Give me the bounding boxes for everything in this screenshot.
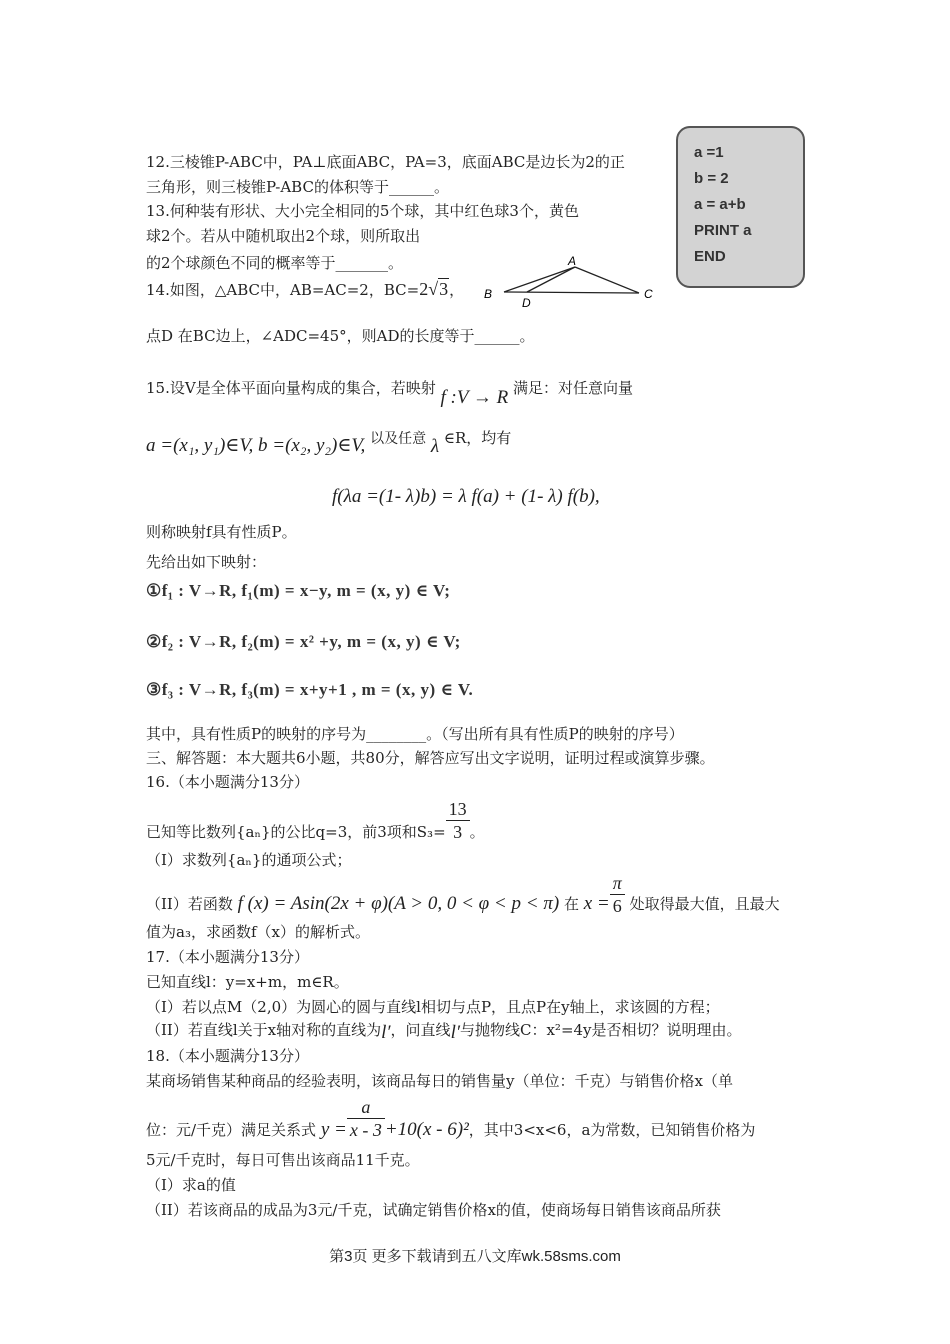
q18-line2-suffix: ，其中3<x<6，a为常数，已知销售价格为 — [468, 1120, 756, 1139]
q15-prefix: 15.设V是全体平面向量构成的集合，若映射 — [146, 379, 436, 397]
q15-line2 — [146, 428, 512, 457]
pi-numerator: π — [610, 874, 625, 895]
l-prime-1: l′ — [381, 1022, 391, 1043]
label-c: C — [644, 287, 653, 301]
map-3: ③f₃ : V→R, f₃(m) = x+y+1 , m = (x, y) ∈ V. — [146, 680, 474, 699]
triangle-figure — [476, 256, 666, 316]
q12-line2: 三角形，则三棱锥P-ABC的体积等于______。 — [146, 178, 449, 196]
q17-part2-a: （II）若直线l关于x轴对称的直线为 — [146, 1021, 382, 1039]
q18-part2: （II）若该商品的成品为3元/千克，试确定销售价格x的值，使商场每日销售该商品所获 — [146, 1201, 721, 1219]
frac-denominator: x - 3 — [349, 1120, 382, 1140]
q16-part2-line1 — [146, 874, 780, 915]
frac-numerator: a — [347, 1098, 385, 1119]
q12-line1: 12.三棱锥P-ABC中，PA⊥底面ABC，PA=3，底面ABC是边长为2的正 — [146, 153, 625, 171]
map-expression: f :V → R — [440, 387, 509, 408]
bc-value: 2√3 — [419, 279, 449, 299]
q16-stem-prefix: 已知等比数列{aₙ}的公比q=3，前3项和S₃= — [146, 822, 446, 841]
label-d: D — [522, 296, 531, 310]
q17-part2-b: ，问直线 — [390, 1021, 451, 1039]
q16-x-eq: x = — [583, 892, 610, 914]
q17-stem: 已知直线l：y=x+m，m∈R。 — [146, 973, 349, 991]
vectors-expression: a =(x₁, y₁)∈V, b =(x₂, y₂)∈V, — [146, 435, 366, 456]
q16-part1: （I）求数列{aₙ}的通项公式； — [146, 851, 352, 869]
pi-over-6 — [610, 874, 625, 915]
q16-function-expr: f (x) = Asin(2x + φ)(A > 0, 0 < φ < p < π) — [237, 892, 560, 914]
lambda-symbol: λ — [430, 436, 440, 457]
bc-coef: 2 — [419, 279, 429, 299]
q17-part1: （I）若以点M（2,0）为圆心的圆与直线l相切与点P，且点P在y轴上，求该圆的方程； — [146, 998, 720, 1016]
in-r-text: ∈R，均有 — [443, 429, 512, 447]
l-prime-2: l′ — [450, 1022, 460, 1043]
q16-stem-suffix: 。 — [469, 822, 485, 841]
q15-called: 则称映射f具有性质P。 — [146, 523, 297, 541]
program-box — [676, 126, 805, 288]
q16-head: 16.（本小题满分13分） — [146, 773, 309, 791]
pi-denominator: 6 — [612, 896, 622, 916]
q18-line2-prefix: 位：元/千克）满足关系式 — [146, 1120, 317, 1139]
map-1: ①f₁ : V→R, f₁(m) = x−y, m = (x, y) ∈ V; — [146, 581, 451, 600]
y-rest-expr: +10(x - 6)² — [384, 1118, 469, 1140]
program-line-2: b = 2 — [694, 170, 729, 187]
property-p-formula: f(λa =(1- λ)b) = λ f(a) + (1- λ) f(b), — [332, 486, 600, 507]
program-line-1: a =1 — [694, 144, 724, 161]
q15-suffix: 满足：对任意向量 — [513, 379, 634, 397]
q13-line3: 的2个球颜色不同的概率等于_______。 — [146, 254, 404, 272]
q13-line2: 球2个。若从中随机取出2个球，则所取出 — [146, 227, 421, 245]
q16-part2-suffix: 处取得最大值，且最大 — [629, 894, 780, 913]
side-ab — [504, 267, 575, 292]
side-ac — [575, 267, 639, 293]
q18-line1: 某商场销售某种商品的经验表明，该商品每日的销售量y（单位：千克）与销售价格x（单 — [146, 1072, 733, 1090]
q16-part2-line2: 值为a₃，求函数f（x）的解析式。 — [146, 923, 370, 941]
page-footer: 第3页 更多下载请到五八文库wk.58sms.com — [329, 1248, 621, 1265]
q18-head: 18.（本小题满分13分） — [146, 1047, 309, 1065]
a-over-x-minus-3 — [347, 1098, 385, 1139]
q15-ask: 其中，具有性质P的映射的序号为________。（写出所有具有性质P的映射的序号） — [146, 725, 684, 743]
q17-part2 — [146, 1020, 742, 1043]
q14-comma: ， — [449, 281, 465, 299]
q14-prefix: 14.如图，△ABC中，AB=AC=2，BC= — [146, 281, 420, 299]
q17-part2-c: 与抛物线C：x²=4y是否相切？说明理由。 — [460, 1021, 742, 1039]
and-any-text: 以及任意 — [370, 431, 427, 447]
q14-line2: 点D 在BC边上，∠ADC=45°，则AD的长度等于______。 — [146, 327, 535, 345]
q15-given: 先给出如下映射： — [146, 553, 267, 571]
segment-ad — [527, 267, 575, 292]
label-b: B — [484, 287, 493, 301]
q18-line2 — [146, 1098, 755, 1139]
map-2: ②f₂ : V→R, f₂(m) = x² +y, m = (x, y) ∈ V; — [146, 632, 461, 651]
q18-part1: （I）求a的值 — [146, 1176, 236, 1194]
q16-stem — [146, 800, 485, 841]
program-line-4: PRINT a — [694, 222, 752, 239]
q15-line1 — [146, 378, 634, 408]
q16-part2-prefix: （II）若函数 — [146, 894, 233, 913]
s3-numerator: 13 — [446, 800, 470, 821]
q18-line3: 5元/千克时，每日可售出该商品11千克。 — [146, 1151, 420, 1169]
label-a: A — [568, 256, 577, 268]
program-line-5: END — [694, 248, 726, 265]
q16-at-text: 在 — [563, 894, 579, 913]
section-3-heading: 三、解答题：本大题共6小题，共80分，解答应写出文字说明，证明过程或演算步骤。 — [146, 749, 715, 767]
s3-fraction — [446, 800, 470, 841]
s3-denominator: 3 — [453, 822, 463, 842]
program-line-3: a = a+b — [694, 196, 746, 213]
q14-line1 — [146, 279, 464, 300]
q17-head: 17.（本小题满分13分） — [146, 948, 309, 966]
bc-radicand: 3 — [439, 279, 449, 299]
side-bc — [504, 292, 639, 293]
y-equals: y = — [320, 1118, 347, 1140]
q13-line1: 13.何种装有形状、大小完全相同的5个球，其中红色球3个，黄色 — [146, 202, 579, 220]
